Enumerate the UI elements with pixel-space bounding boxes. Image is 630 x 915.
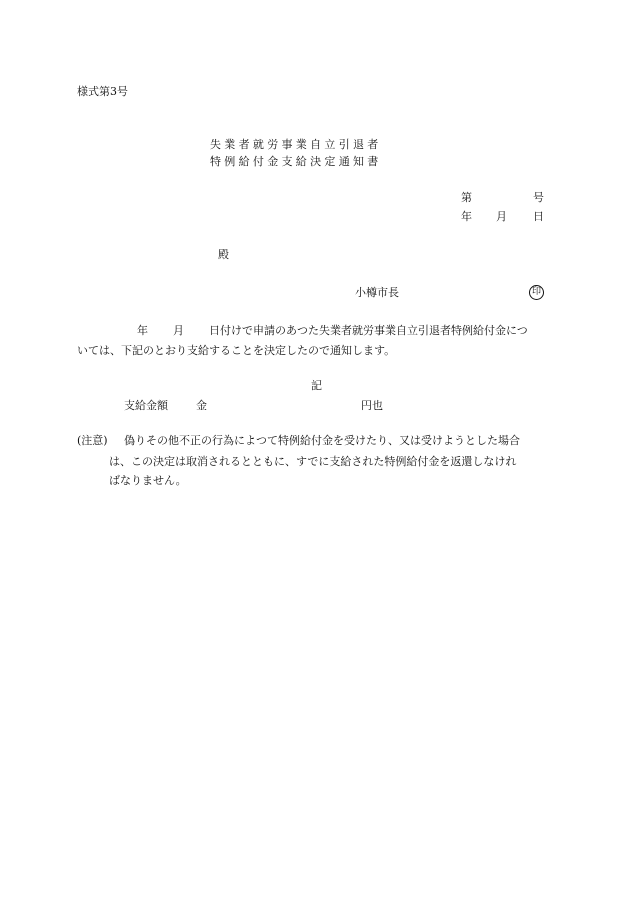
note-line-1: 偽りその他不正の行為によつて特例給付金を受けたり、又は受けようとした場合 bbox=[124, 434, 520, 447]
doc-number-suffix: 号 bbox=[533, 191, 544, 204]
body-line-2: いては、下記のとおり支給することを決定したので通知します。 bbox=[77, 344, 396, 357]
amount-label: 支給金額 bbox=[124, 399, 168, 412]
amount-unit: 円也 bbox=[361, 399, 383, 412]
note-line-2: は、この決定は取消されるとともに、すでに支給された特例給付金を返還しなけれ bbox=[109, 455, 517, 468]
title-line-2: 特例給付金支給決定通知書 bbox=[210, 155, 382, 168]
title-line-1: 失業者就労事業自立引退者 bbox=[210, 138, 382, 151]
note-line-3: ばなりません。 bbox=[109, 474, 187, 487]
body-year-label: 年 bbox=[137, 324, 148, 337]
issuer: 小樽市長 bbox=[355, 286, 399, 299]
note-label: (注意) bbox=[77, 434, 108, 447]
date-day-label: 日 bbox=[533, 210, 544, 223]
body-line-1: 日付けで申請のあつた失業者就労事業自立引退者特例給付金につ bbox=[209, 324, 528, 337]
doc-number-prefix: 第 bbox=[461, 191, 472, 204]
date-month-label: 月 bbox=[496, 210, 507, 223]
body-month-label: 月 bbox=[173, 324, 184, 337]
date-year-label: 年 bbox=[461, 210, 472, 223]
addressee-suffix: 殿 bbox=[218, 248, 229, 261]
seal-mark bbox=[529, 285, 544, 300]
ki-heading: 記 bbox=[311, 379, 322, 392]
form-number: 様式第3号 bbox=[77, 85, 128, 98]
seal-text: 印 bbox=[531, 287, 541, 297]
amount-prefix: 金 bbox=[196, 399, 207, 412]
